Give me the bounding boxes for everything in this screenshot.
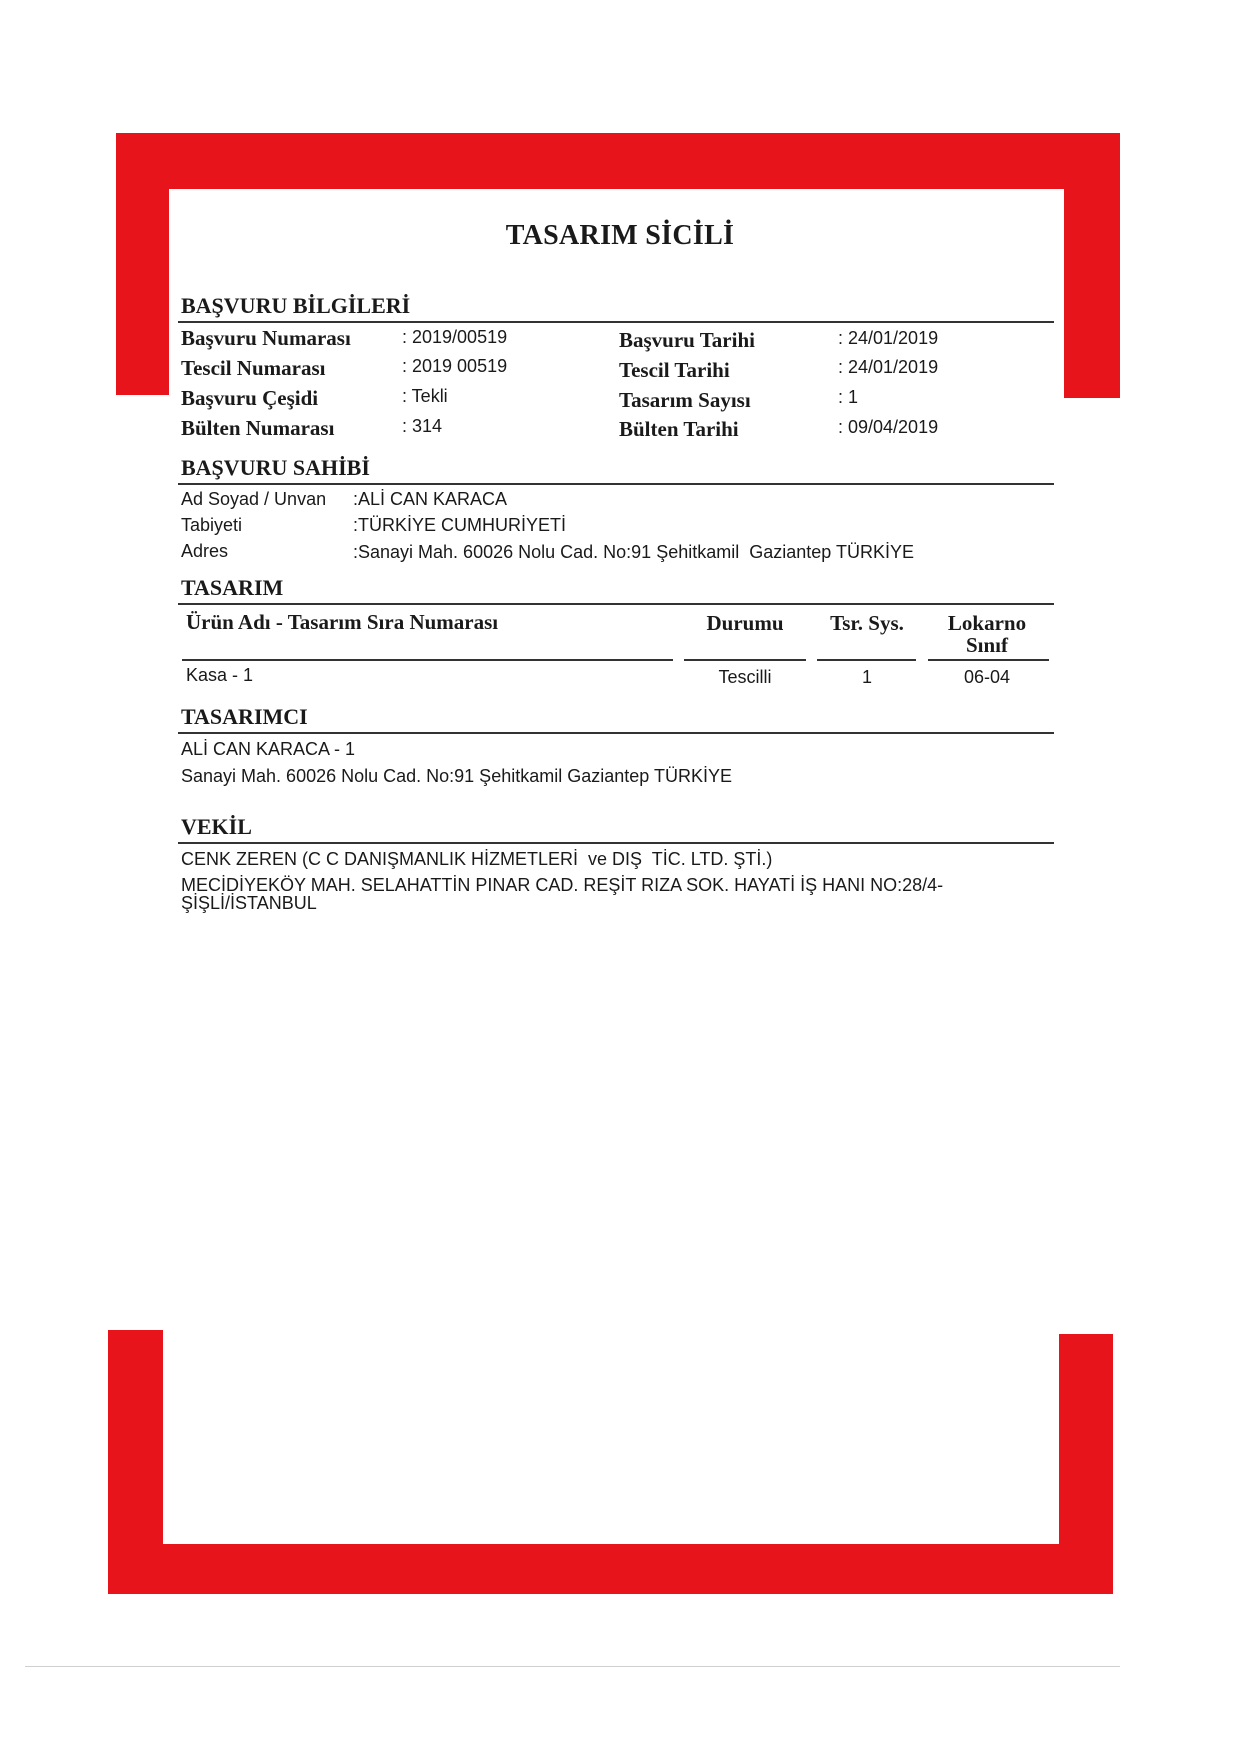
table-header-rule [928,659,1049,661]
vekil-name: CENK ZEREN (C C DANIŞMANLIK HİZMETLERİ ve DIŞ TİC. LTD. ŞTİ.) [181,849,773,869]
section-heading-basvuru-bilgileri: BAŞVURU BİLGİLERİ [181,293,411,318]
frame-top-right-arm [1064,133,1120,398]
section-rule [178,483,1054,485]
column-header-urun: Ürün Adı - Tasarım Sıra Numarası [186,610,499,634]
table-header-rule [684,659,806,661]
tabiyeti-value: :TÜRKİYE CUMHURİYETİ [353,515,567,535]
table-header-rule [817,659,916,661]
section-heading-basvuru-sahibi: BAŞVURU SAHİBİ [181,455,370,480]
table-header-rule [182,659,673,661]
frame-top-bar [116,133,1120,189]
frame-bottom-left-arm [108,1330,163,1594]
basvuru-cesidi-value: : Tekli [402,386,448,406]
table-row-sayi: 1 [861,667,872,687]
adres-value: :Sanayi Mah. 60026 Nolu Cad. No:91 Şehitkamil Gaziantep TÜRKİYE [353,542,914,562]
tasarim-sayisi-value: : 1 [838,387,859,407]
tescil-tarihi-label: Tescil Tarihi [619,358,730,382]
column-header-lokarno: Lokarno Sınıf [947,611,1027,657]
basvuru-numarasi-value: : 2019/00519 [402,327,508,347]
section-heading-tasarimci: TASARIMCI [181,704,308,729]
adres-label: Adres [181,541,229,561]
tasarimci-address: Sanayi Mah. 60026 Nolu Cad. No:91 Şehitkamil Gaziantep TÜRKİYE [181,766,732,786]
basvuru-cesidi-label: Başvuru Çeşidi [181,386,319,410]
section-rule [178,842,1054,844]
table-row-lokarno: 06-04 [963,667,1011,687]
section-rule [178,603,1054,605]
frame-bottom-bar [108,1544,1113,1594]
bulten-numarasi-label: Bülten Numarası [181,416,335,440]
tasarim-sayisi-label: Tasarım Sayısı [619,388,751,412]
section-rule [178,732,1054,734]
tescil-tarihi-value: : 24/01/2019 [838,357,939,377]
scan-edge-line [25,1666,1120,1667]
tabiyeti-label: Tabiyeti [181,515,243,535]
section-heading-vekil: VEKİL [181,814,252,839]
tasarimci-name: ALİ CAN KARACA - 1 [181,739,356,759]
tescil-numarasi-value: : 2019 00519 [402,356,508,376]
vekil-address-line1: MECİDİYEKÖY MAH. SELAHATTİN PINAR CAD. REŞİT RIZA SOK. HAYATİ İŞ HANI NO:28/4- [181,875,944,895]
ad-soyad-label: Ad Soyad / Unvan [181,489,327,509]
bulten-tarihi-value: : 09/04/2019 [838,417,939,437]
frame-bottom-right-arm [1059,1334,1113,1594]
page-title: TASARIM SİCİLİ [505,220,735,251]
vekil-address-line2: ŞİŞLİ/İSTANBUL [181,893,317,913]
table-row-urun: Kasa - 1 [186,665,254,685]
column-header-durumu: Durumu [706,611,784,635]
ad-soyad-value: :ALİ CAN KARACA [353,489,508,509]
bulten-tarihi-label: Bülten Tarihi [619,417,739,441]
bulten-numarasi-value: : 314 [402,416,443,436]
basvuru-numarasi-label: Başvuru Numarası [181,326,351,350]
basvuru-tarihi-value: : 24/01/2019 [838,328,939,348]
column-header-tsr-sys: Tsr. Sys. [830,611,904,635]
frame-top-left-arm [116,133,169,395]
table-row-durum: Tescilli [718,667,772,687]
tescil-numarasi-label: Tescil Numarası [181,356,326,380]
section-rule [178,321,1054,323]
basvuru-tarihi-label: Başvuru Tarihi [619,328,755,352]
section-heading-tasarim: TASARIM [181,575,284,600]
